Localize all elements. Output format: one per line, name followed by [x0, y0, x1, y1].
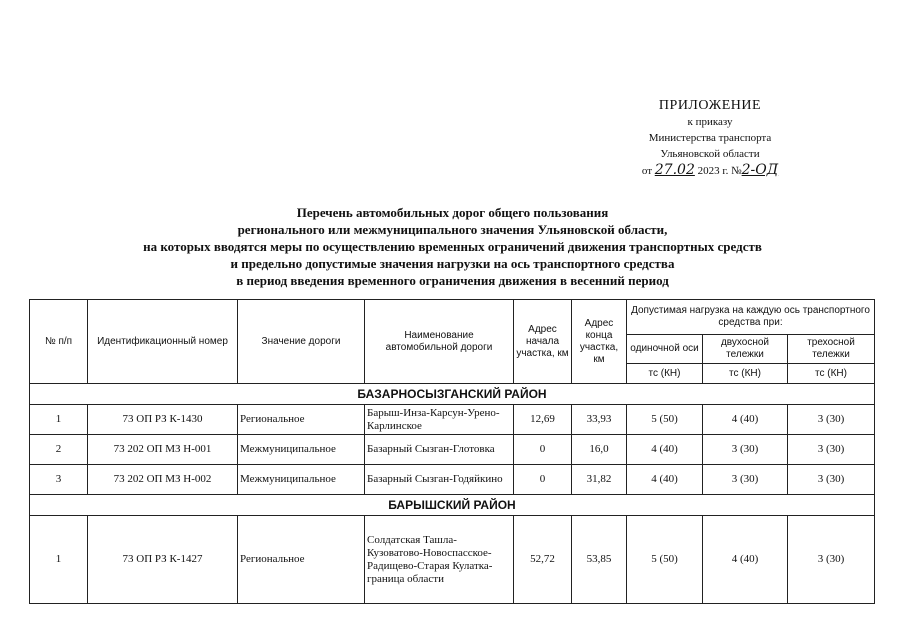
roads-table	[29, 299, 875, 604]
table-row	[30, 465, 875, 495]
appendix-line3: Ульяновской области	[660, 148, 760, 160]
cell-triple: 3 (30)	[788, 405, 875, 435]
appendix-date-line	[560, 162, 860, 179]
header-id: Идентификационный номер	[88, 300, 238, 384]
header-significance: Значение дороги	[238, 300, 365, 384]
header-road-name: Наименование автомобильной дороги	[365, 300, 514, 384]
cell-single: 5 (50)	[627, 516, 703, 604]
cell-triple: 3 (30)	[788, 516, 875, 604]
cell-road-name: Барыш-Инза-Карсун-Урено-Карлинское	[365, 405, 514, 435]
cell-double: 3 (30)	[703, 465, 788, 495]
cell-road-name: Базарный Сызган-Глотовка	[365, 435, 514, 465]
cell-start: 12,69	[514, 405, 572, 435]
title-line3: на которых вводятся меры по осуществлению временных ограничений движения транспортных средств	[143, 239, 762, 254]
table-row	[30, 516, 875, 604]
cell-end: 31,82	[572, 465, 627, 495]
document-title	[30, 204, 875, 289]
cell-num: 1	[30, 405, 88, 435]
header-end: Адрес конца участка, км	[572, 300, 627, 384]
header-unit-triple: тс (КН)	[788, 364, 875, 384]
cell-end: 53,85	[572, 516, 627, 604]
header-single-axle: одиночной оси	[627, 335, 703, 364]
cell-double: 4 (40)	[703, 516, 788, 604]
cell-single: 5 (50)	[627, 405, 703, 435]
cell-road-name: Солдатская Ташла-Кузоватово-Новоспасское-Радищево-Старая Кулатка-граница области	[365, 516, 514, 604]
cell-id: 73 202 ОП МЗ Н-001	[88, 435, 238, 465]
cell-significance: Межмуниципальное	[238, 435, 365, 465]
header-load-group: Допустимая нагрузка на каждую ось транспортного средства при:	[627, 300, 875, 335]
table-row	[30, 435, 875, 465]
cell-road-name: Базарный Сызган-Годяйкино	[365, 465, 514, 495]
header-unit-single: тс (КН)	[627, 364, 703, 384]
cell-end: 16,0	[572, 435, 627, 465]
cell-single: 4 (40)	[627, 465, 703, 495]
district-row	[30, 495, 875, 516]
cell-num: 1	[30, 516, 88, 604]
header-unit-double: тс (КН)	[703, 364, 788, 384]
date-prefix: от	[641, 165, 653, 177]
cell-num: 2	[30, 435, 88, 465]
district-name: БАРЫШСКИЙ РАЙОН	[30, 495, 875, 516]
cell-triple: 3 (30)	[788, 465, 875, 495]
cell-start: 52,72	[514, 516, 572, 604]
district-name: БАЗАРНОСЫЗГАНСКИЙ РАЙОН	[30, 384, 875, 405]
cell-start: 0	[514, 465, 572, 495]
cell-id: 73 ОП РЗ К-1427	[88, 516, 238, 604]
cell-end: 33,93	[572, 405, 627, 435]
cell-triple: 3 (30)	[788, 435, 875, 465]
handwritten-date: 27.02	[654, 162, 695, 178]
title-line4: и предельно допустимые значения нагрузки на ось транспортного средства	[230, 256, 675, 271]
appendix-line1: к приказу	[687, 116, 733, 128]
cell-significance: Межмуниципальное	[238, 465, 365, 495]
appendix-block	[560, 98, 860, 179]
title-line5: в период введения временного ограничения движения в весенний период	[236, 273, 669, 288]
header-start: Адрес начала участка, км	[514, 300, 572, 384]
cell-double: 4 (40)	[703, 405, 788, 435]
header-num: № п/п	[30, 300, 88, 384]
cell-id: 73 ОП РЗ К-1430	[88, 405, 238, 435]
cell-start: 0	[514, 435, 572, 465]
header-double-axle: двухосной тележки	[703, 335, 788, 364]
appendix-line2: Министерства транспорта	[648, 132, 772, 144]
cell-double: 3 (30)	[703, 435, 788, 465]
title-line2: регионального или межмуниципального значения Ульяновской области,	[237, 222, 668, 237]
cell-significance: Региональное	[238, 405, 365, 435]
handwritten-number: 2-ОД	[741, 162, 779, 178]
table-row	[30, 405, 875, 435]
district-row	[30, 384, 875, 405]
cell-significance: Региональное	[238, 516, 365, 604]
number-prefix: №	[731, 165, 742, 177]
appendix-title: ПРИЛОЖЕНИЕ	[658, 98, 762, 113]
cell-num: 3	[30, 465, 88, 495]
year: 2023 г.	[697, 165, 729, 177]
cell-single: 4 (40)	[627, 435, 703, 465]
title-line1: Перечень автомобильных дорог общего пользования	[296, 205, 609, 220]
cell-id: 73 202 ОП МЗ Н-002	[88, 465, 238, 495]
header-triple-axle: трехосной тележки	[788, 335, 875, 364]
